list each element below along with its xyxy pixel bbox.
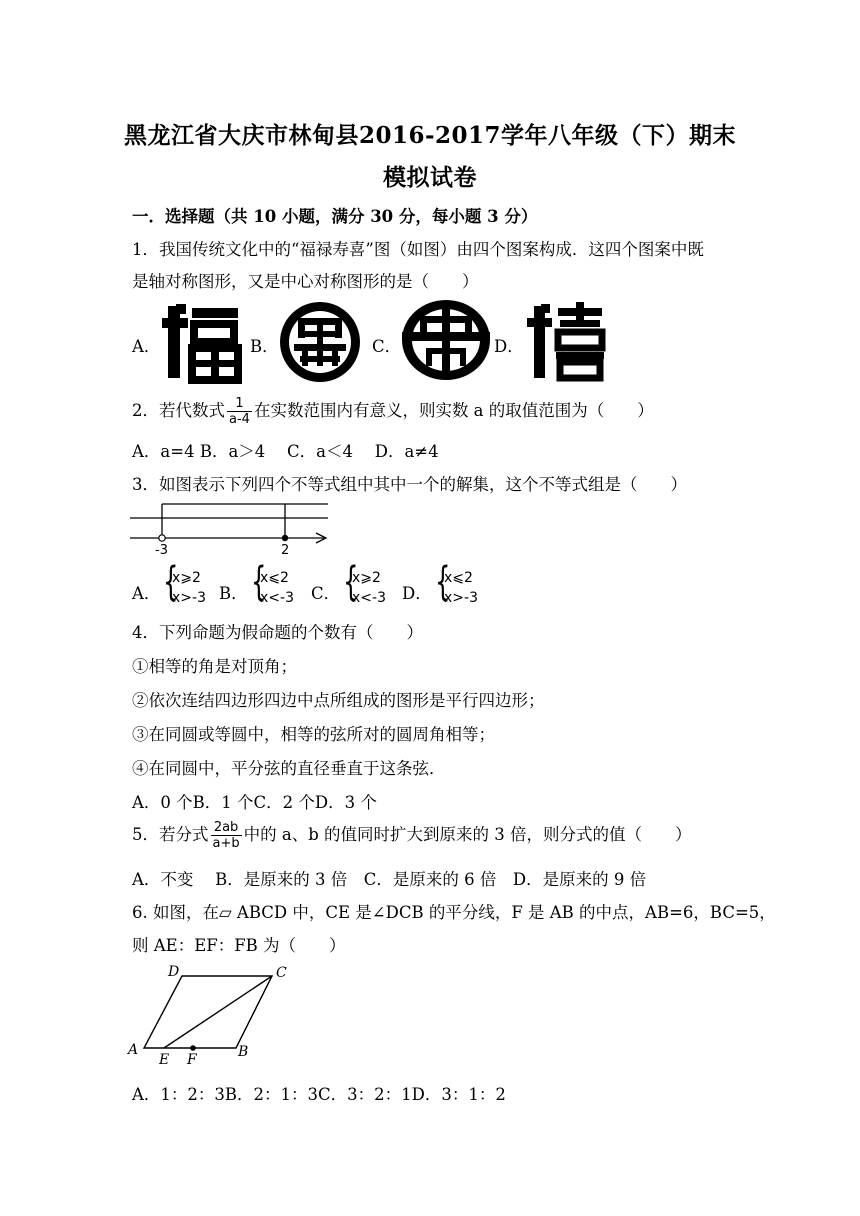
q3-c-bottom: x<-3 [352,590,386,606]
q3-option-c-system [338,559,386,608]
brace-icon: { [435,559,451,605]
q3-option-d-system [430,559,478,608]
q5-fraction-denominator: a+b [212,836,240,851]
q2-options: A．a=4 B．a＞4 C．a＜4 D．a≠4 [132,442,439,461]
label-c: C [276,965,287,981]
label-d: D [168,964,180,980]
section-heading: 一．选择题（共 10 小题，满分 30 分，每小题 3 分） [132,207,538,226]
q5-prefix: 5．若分式 [132,825,209,844]
q2-suffix: 在实数范围内有意义，则实数 a 的取值范围为（ ） [253,401,654,420]
q2-fraction [227,396,252,427]
q3-d-top: x⩽2 [444,570,473,586]
q1-option-c-label: C． [372,337,402,356]
brace-icon: { [251,559,267,605]
parallelogram-figure [126,962,296,1068]
q3-option-c-label: C． [311,584,341,603]
q1-option-d-label: D． [494,337,524,356]
q3-b-top: x⩽2 [260,570,289,586]
q3-option-b-system [246,559,294,608]
q5-fraction-numerator: 2ab [213,820,239,835]
q1-text-line1: 1．我国传统文化中的“福禄寿喜”图（如图）由四个图案构成．这四个图案中既 [132,240,704,259]
q4-options: A．0 个B．1 个C．2 个D．3 个 [132,793,377,812]
q3-text-line1: 3．如图表示下列四个不等式组中其中一个的解集，这个不等式组是（ ） [132,475,687,494]
brace-icon: { [343,559,359,605]
exam-title-line1: 黑龙江省大庆市林甸县2016-2017学年八年级（下）期末 [123,122,737,149]
q5-fraction [211,820,242,851]
fu-symbol-icon [158,298,244,384]
q2-fraction-numerator: 1 [235,396,244,411]
shou-symbol-icon [400,298,492,382]
q6-options: A．1：2：3B．2：1：3C．3：2：1D．3：1：2 [132,1085,506,1104]
q4-text-line1: 4．下列命题为假命题的个数有（ ） [132,623,423,642]
brace-icon: { [163,559,179,605]
q5-text [132,820,692,851]
label-b: B [238,1044,249,1060]
q2-prefix: 2．若代数式 [132,401,225,420]
q2-fraction-denominator: a-4 [229,412,250,427]
q2-text [132,396,654,427]
label-f: F [187,1052,197,1068]
q5-options: A．不变 B．是原来的 3 倍 C．是原来的 6 倍 D．是原来的 9 倍 [132,870,647,889]
exam-title-line2: 模拟试卷 [383,164,477,191]
q3-option-a-system [158,559,206,608]
q4-item-1: ①相等的角是对顶角； [132,657,297,676]
number-line-right-label: 2 [281,543,290,558]
q4-item-3: ③在同圆或等圆中，相等的弦所对的圆周角相等； [132,725,495,744]
label-e: E [159,1052,170,1068]
q1-option-a-label: A． [132,337,161,356]
q3-option-a-label: A． [132,584,161,603]
q4-item-4: ④在同圆中，平分弦的直径垂直于这条弦． [132,759,446,778]
q5-suffix: 中的 a、b 的值同时扩大到原来的 3 倍，则分式的值（ ） [243,825,692,844]
number-line-left-label: -3 [155,543,168,558]
q3-b-bottom: x<-3 [260,590,294,606]
xi-symbol-icon [524,298,608,382]
q3-option-d-label: D． [402,584,432,603]
q4-item-2: ②依次连结四边形四边中点所组成的图形是平行四边形； [132,691,545,710]
q1-text-line2: 是轴对称图形，又是中心对称图形的是（ ） [132,272,479,291]
label-a: A [128,1042,139,1058]
q3-a-top: x⩾2 [172,570,201,586]
lu-symbol-icon [278,300,362,384]
q3-c-top: x⩾2 [352,570,381,586]
q1-option-b-label: B． [250,337,279,356]
q6-text-line2: 则 AE：EF：FB 为（ ） [132,936,346,955]
q3-d-bottom: x>-3 [444,590,478,606]
q3-option-b-label: B． [219,584,248,603]
q6-text-line1: 6. 如图，在▱ ABCD 中，CE 是∠DCB 的平分线，F 是 AB 的中点，AB=6，BC=5， [132,903,776,922]
q3-a-bottom: x>-3 [172,590,206,606]
